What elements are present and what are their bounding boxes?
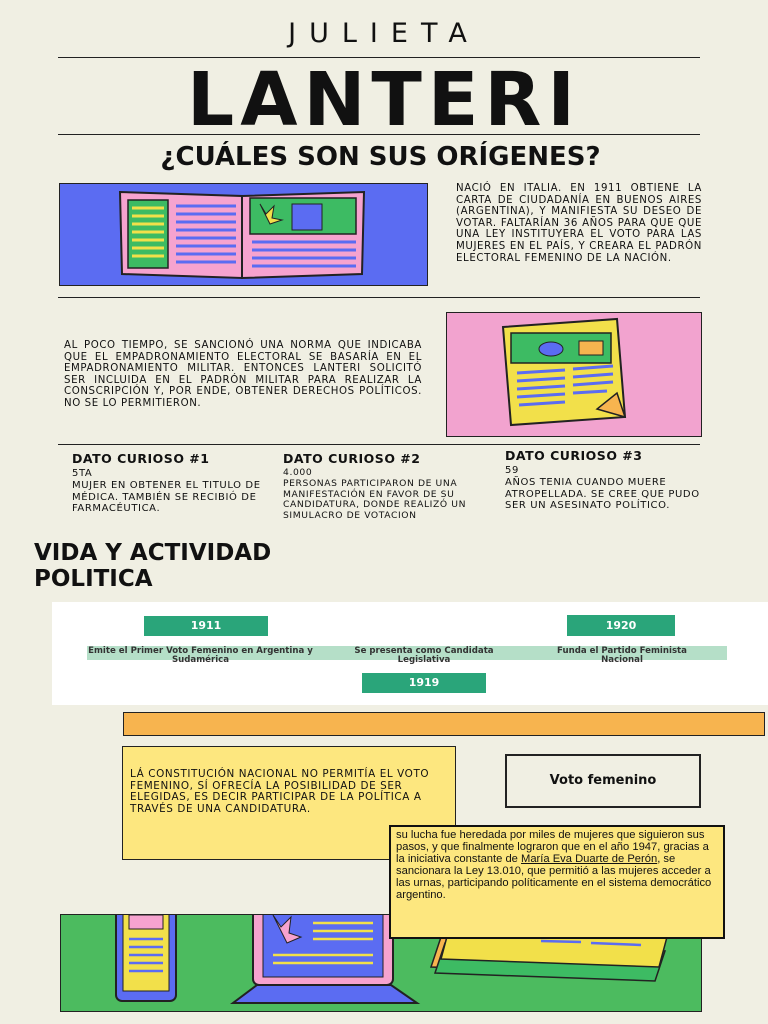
- eva-peron-link[interactable]: María Eva Duarte de Perón: [521, 852, 658, 865]
- constitution-text: LÁ CONSTITUCIÓN NACIONAL NO PERMITÍA EL VOTO FEMENINO, SÍ OFRECÍA LA POSIBILIDAD DE SER ELEGIDAS, ES DECIR PARTICIPAR DE LA POLÍTICA A TRAVÉS DE UNA CANDIDATURA.: [130, 768, 430, 815]
- fact-title: DATO CURIOSO #3: [505, 448, 643, 463]
- legacy-text-end: , se sancionara la Ley 13.010, que permitió a las mujeres acceder a las urnas, participando políticamente en el sistema democrático argentino.: [396, 852, 712, 901]
- fact-card: [505, 448, 701, 512]
- fact-text: 5TA MUJER EN OBTENER EL TITULO DE MÉDICA. TAMBIÉN SE RECIBIÓ DE FARMACÉUTICA.: [72, 468, 261, 515]
- timeline: [52, 602, 768, 705]
- divider: [58, 297, 700, 298]
- document-illustration: [446, 312, 702, 437]
- timeline-year: 1920: [567, 615, 675, 636]
- fact-card: [283, 451, 471, 522]
- divider: [58, 444, 700, 445]
- section-heading-line: POLITICA: [34, 566, 153, 592]
- orange-bar: [123, 712, 765, 736]
- origins-text: NACIÓ EN ITALIA. EN 1911 OBTIENE LA CARTA DE CIUDADANÍA EN BUENOS AIRES (ARGENTINA), Y MANIFIESTA SU DESEO DE VOTAR. FALTARÍAN 36 AÑOS PARA QUE QUE UNA LEY INSTITUYERA EL VOTO PARA LAS MUJERES EN EL PAÍS, Y CREARA EL PADRÓN ELECTORAL FEMENINO DE LA NACIÓN.: [456, 183, 702, 264]
- newspaper-illustration: [59, 183, 428, 286]
- origins-heading: ¿CUÁLES SON SUS ORÍGENES?: [160, 142, 601, 172]
- fact-title: DATO CURIOSO #2: [283, 451, 421, 466]
- first-name: JULIETA: [288, 18, 480, 49]
- timeline-year: 1911: [144, 616, 268, 636]
- section-heading-line: VIDA Y ACTIVIDAD: [34, 540, 272, 566]
- fact-text: 4.000 PERSONAS PARTICIPARON DE UNA MANIFESTACIÓN EN FAVOR DE SU CANDIDATURA, DONDE REALIZÓ UN SIMULACRO DE VOTACION: [283, 467, 467, 522]
- timeline-event: Se presenta como Candidata Legislativa: [354, 646, 494, 665]
- legacy-box: [389, 825, 725, 939]
- divider: [58, 134, 700, 135]
- legacy-text: [396, 830, 718, 901]
- fact-title: DATO CURIOSO #1: [72, 451, 210, 466]
- legacy-text-start: su lucha fue heredada por miles de mujeres que siguieron sus pasos, y que finalmente lograron que en el año 1947, gracias a la iniciativa constante de: [396, 829, 709, 865]
- last-name: LANTERI: [187, 57, 581, 143]
- timeline-event: Emite el Primer Voto Femenino en Argentina y Sudamérica: [88, 646, 313, 665]
- fact-card: [72, 451, 272, 515]
- timeline-year: 1919: [362, 673, 486, 693]
- voto-femenino-label: Voto femenino: [505, 754, 701, 808]
- norma-text: AL POCO TIEMPO, SE SANCIONÓ UNA NORMA QUE INDICABA QUE EL EMPADRONAMIENTO ELECTORAL SE BASARÍA EN EL EMPADRONAMIENTO MILITAR. ENTONCES LANTERI SOLICITÓ SER INCLUIDA EN EL PADRÓN MILITAR PARA REALIZAR LA CONSCRIPCIÓN Y, POR ENDE, OBTENER DERECHOS POLÍTICOS. NO SE LO PERMITIERON.: [64, 340, 422, 409]
- section-heading: [34, 540, 271, 592]
- timeline-event: Funda el Partido Feminista Nacional: [557, 646, 687, 665]
- fact-text: 59 AÑOS TENIA CUANDO MUERE ATROPELLADA. SE CREE QUE PUDO SER UN ASESINATO POLÍTICO.: [505, 465, 700, 512]
